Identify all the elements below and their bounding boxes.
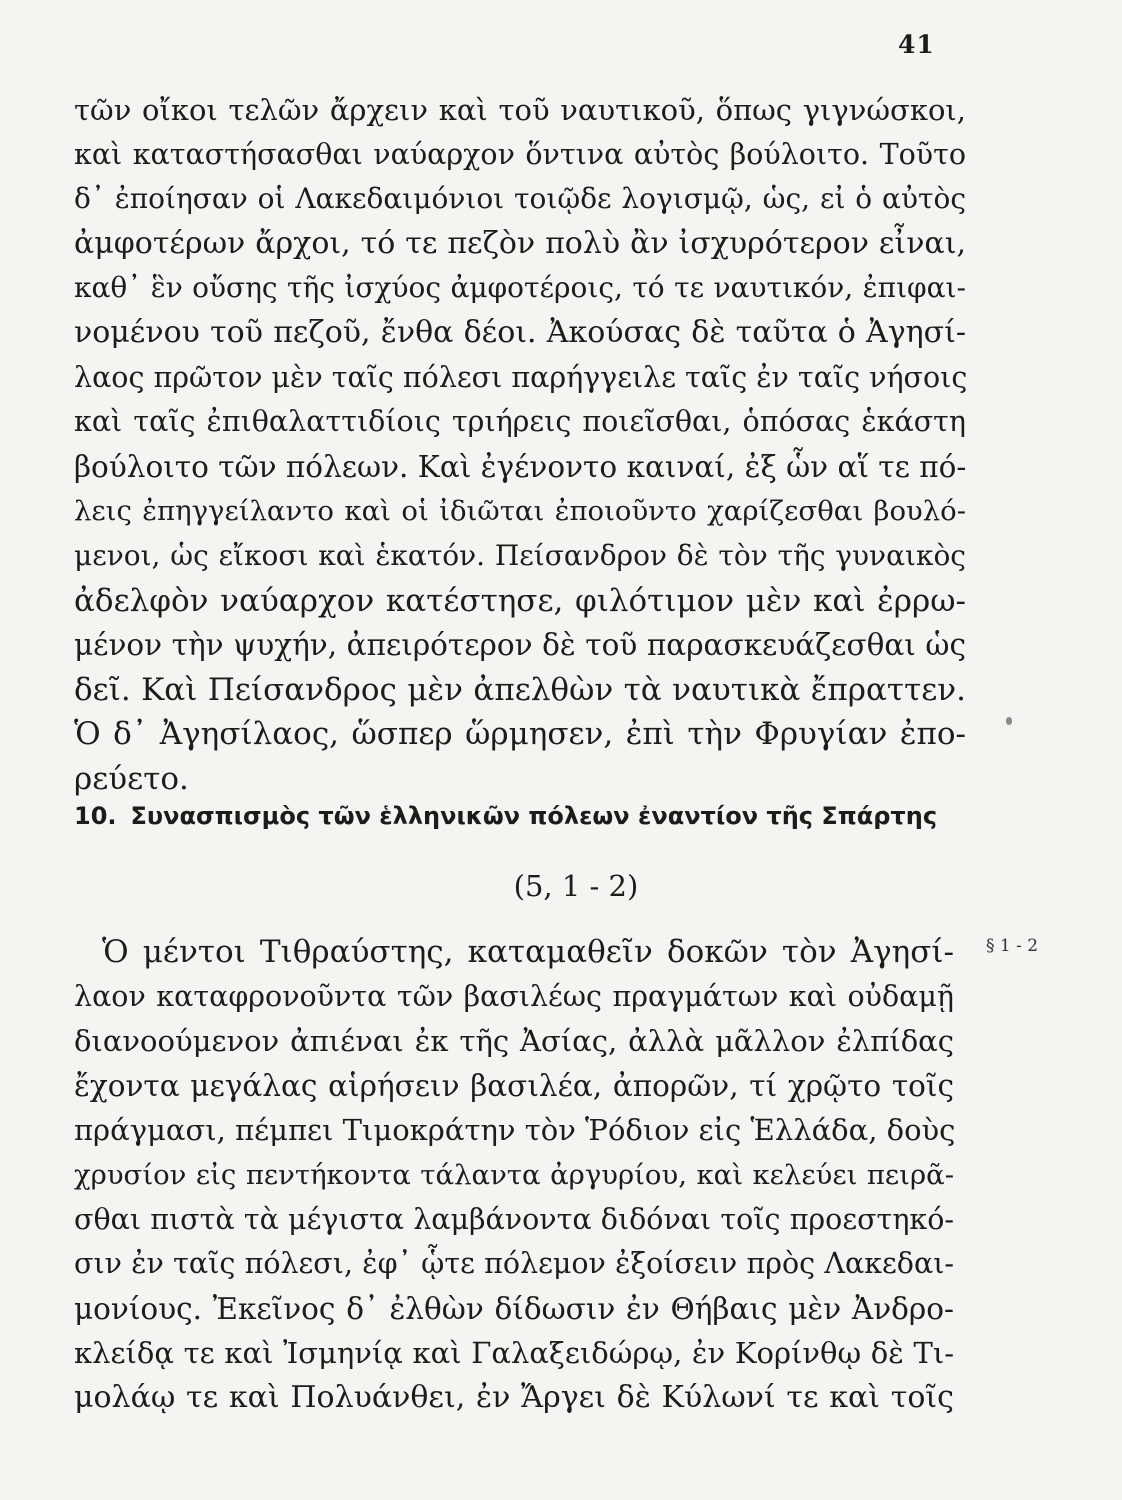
text-line: πράγμασι, πέμπει Τιμοκράτην τὸν Ῥόδιον εἰς Ἑλλάδα, δοὺς xyxy=(74,1113,956,1148)
text-line: μενοι, ὡς εἴκοσι καὶ ἑκατόν. Πείσανδρον δὲ τὸν τῆς γυναικὸς xyxy=(74,538,966,572)
section-heading xyxy=(74,797,964,835)
text-line: δεῖ. Καὶ Πείσανδρος μὲν ἀπελθὼν τὰ ναυτικὰ ἔπραττεν. xyxy=(74,671,966,708)
text-line: μολάῳ τε καὶ Πολυάνθει, ἐν Ἄργει δὲ Κύλωνί τε καὶ τοῖς xyxy=(74,1379,954,1415)
section-title: Συνασπισμὸς τῶν ἑλληνικῶν πόλεων ἐναντίον τῆς Σπάρτης xyxy=(130,802,938,830)
text-line: νομένου τοῦ πεζοῦ, ἔνθα δέοι. Ἀκούσας δὲ ταῦτα ὁ Ἀγησί- xyxy=(74,314,966,350)
text-line: μονίους. Ἐκεῖνος δ᾽ ἐλθὼν δίδωσιν ἐν Θήβαις μὲν Ἀνδρο- xyxy=(74,1291,954,1326)
text-line: Ὁ μέντοι Τιθραύστης, καταμαθεῖν δοκῶν τὸν Ἀγησί- xyxy=(102,934,954,970)
text-line: λαος πρῶτον μὲν ταῖς πόλεσι παρήγγειλε ταῖς ἐν ταῖς νήσοις xyxy=(74,360,968,394)
text-line: καὶ καταστήσασθαι ναύαρχον ὅντινα αὐτὸς βούλοιτο. Τοῦτο xyxy=(74,137,966,171)
text-line: ἀδελφὸν ναύαρχον κατέστησε, φιλότιμον μὲν καὶ ἐρρω- xyxy=(74,582,966,619)
text-line: βούλοιτο τῶν πόλεων. Καὶ ἐγένοντο καιναί, ἐξ ὧν αἵ τε πό- xyxy=(74,449,967,484)
text-line: σθαι πιστὰ τὰ μέγιστα λαμβάνοντα διδόναι τοῖς προεστηκό- xyxy=(74,1202,954,1236)
section-number: 10. xyxy=(74,802,117,830)
passage-1 xyxy=(74,88,966,802)
text-line: ρεύετο. xyxy=(74,760,189,797)
page-number: 41 xyxy=(898,30,935,59)
text-line: κλείδᾳ τε καὶ Ἰσμηνίᾳ καὶ Γαλαξειδώρῳ, ἐν Κορίνθῳ δὲ Τι- xyxy=(74,1336,954,1371)
text-line: τῶν οἴκοι τελῶν ἄρχειν καὶ τοῦ ναυτικοῦ, ὅπως γιγνώσκοι, xyxy=(74,93,966,127)
text-line: Ὁ δ᾽ Ἀγησίλαος, ὥσπερ ὥρμησεν, ἐπὶ τὴν Φρυγίαν ἐπο- xyxy=(74,716,966,753)
text-line: λεις ἐπηγγείλαντο καὶ οἱ ἰδιῶται ἐποιοῦντο χαρίζεσθαι βουλό- xyxy=(74,495,966,528)
text-line: σιν ἐν ταῖς πόλεσι, ἐφ᾽ ᾧτε πόλεμον ἐξοίσειν πρὸς Λακεδαι- xyxy=(74,1247,954,1281)
text-line: δ᾽ ἐποίησαν οἱ Λακεδαιμόνιοι τοιῷδε λογισμῷ, ὡς, εἰ ὁ αὐτὸς xyxy=(74,182,966,216)
text-line: λαον καταφρονοῦντα τῶν βασιλέως πραγμάτων καὶ οὐδαμῇ xyxy=(74,979,954,1013)
text-line: ἀμφοτέρων ἄρχοι, τό τε πεζὸν πολὺ ἂν ἰσχυρότερον εἶναι, xyxy=(74,225,966,261)
passage-2 xyxy=(74,930,954,1421)
margin-reference: § 1 - 2 xyxy=(986,936,1039,956)
text-line: καθ᾽ ἓν οὔσης τῆς ἰσχύος ἀμφοτέροις, τό τε ναυτικόν, ἐπιφαι- xyxy=(74,271,966,305)
text-line: διανοούμενον ἀπιέναι ἐκ τῆς Ἀσίας, ἀλλὰ μᾶλλον ἐλπίδας xyxy=(74,1024,954,1059)
text-line: ἔχοντα μεγάλας αἱρήσειν βασιλέα, ἀπορῶν, τί χρῷτο τοῖς xyxy=(74,1068,954,1103)
ink-speck xyxy=(1006,717,1012,725)
text-line: μένον τὴν ψυχήν, ἀπειρότερον δὲ τοῦ παρασκευάζεσθαι ὡς xyxy=(74,628,966,663)
text-line: χρυσίον εἰς πεντήκοντα τάλαντα ἀργυρίου, καὶ κελεύει πειρᾶ- xyxy=(74,1158,954,1191)
section-reference: (5, 1 - 2) xyxy=(513,869,639,903)
text-line: καὶ ταῖς ἐπιθαλαττιδίοις τριήρεις ποιεῖσθαι, ὁπόσας ἑκάστη xyxy=(74,405,966,439)
